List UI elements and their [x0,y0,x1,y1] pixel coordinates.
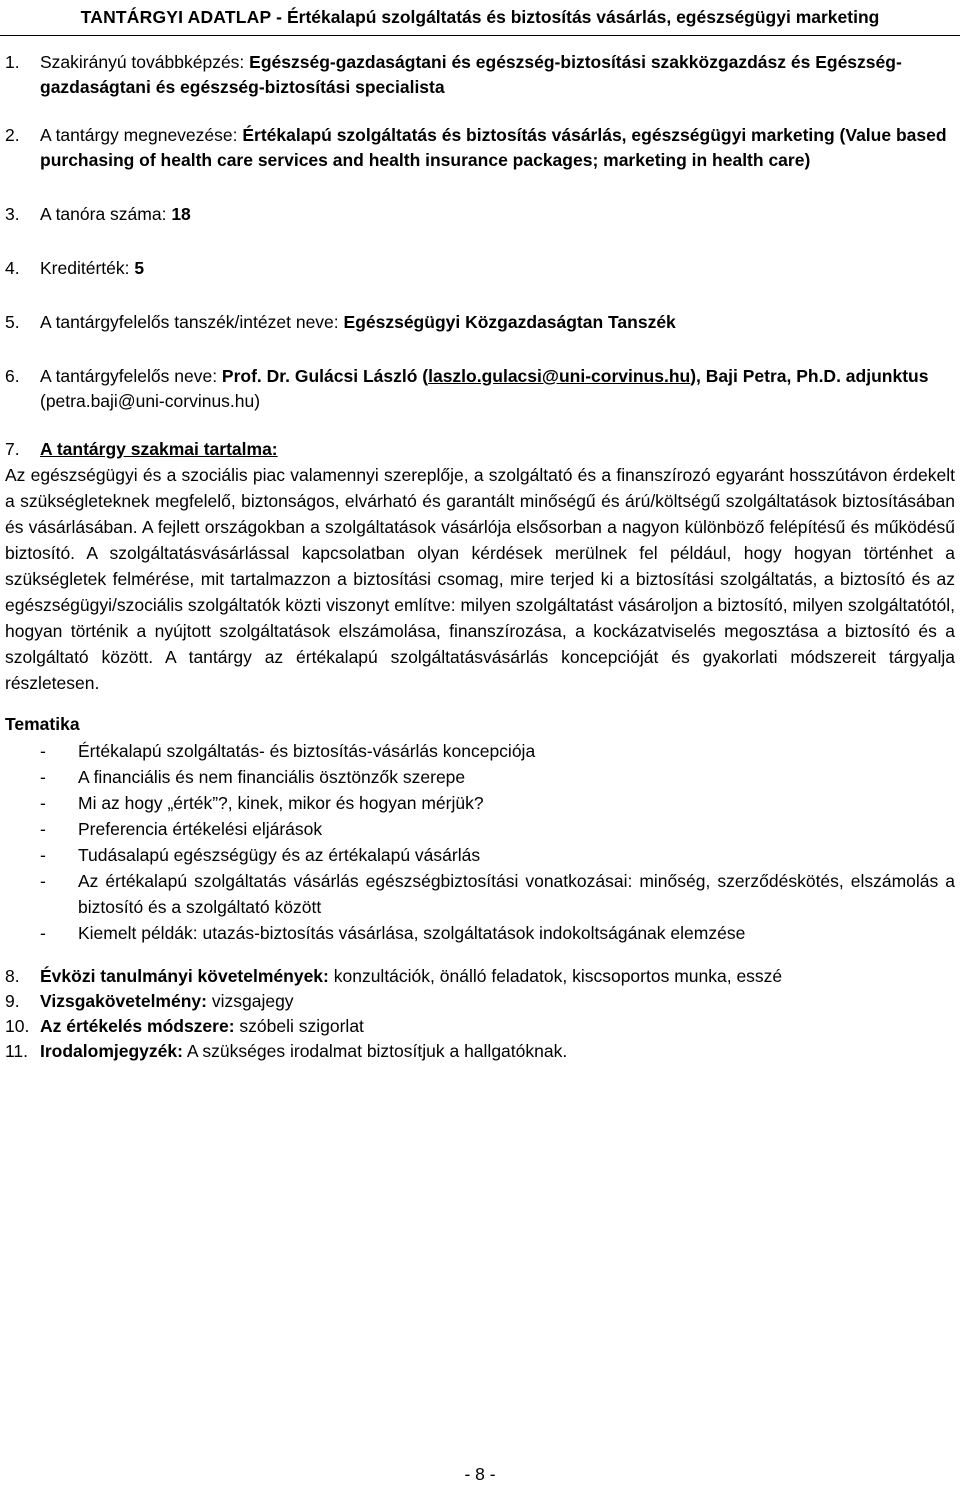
responsible-name-2: ), Baji Petra, Ph.D. adjunktus [690,366,929,386]
item-value: Egészségügyi Közgazdaságtan Tanszék [343,312,676,332]
dash-bullet: - [40,793,46,813]
item-label: Vizsgakövetelmény: [40,991,207,1011]
item-value: konzultációk, önálló feladatok, kiscsoportos munka, esszé [328,966,783,986]
tematika-title: Tematika [5,714,80,734]
page-header [0,0,960,36]
item-number: 5. [5,312,20,332]
item-11 [0,1039,960,1064]
item-number: 1. [5,52,20,72]
item-label: A tantárgyfelelős tanszék/intézet neve: [40,312,344,332]
item-value: vizsgajegy [206,991,294,1011]
item-8 [0,964,960,989]
item-value: 18 [171,204,191,224]
document-body [0,50,960,1064]
item-value: 5 [134,258,145,278]
item-number: 8. [5,966,20,986]
item-3 [0,202,960,227]
item-number: 4. [5,258,20,278]
item-5 [0,310,960,335]
item-number: 2. [5,125,20,145]
item-number: 11. [5,1041,29,1061]
responsible-name-1: Prof. Dr. Gulácsi László ( [221,366,429,386]
dash-bullet: - [40,741,46,761]
item-number: 7. [5,439,20,459]
email-link-1[interactable]: laszlo.gulacsi@uni-corvinus.hu [428,366,691,386]
item-number: 3. [5,204,20,224]
item-4 [0,256,960,281]
list-item: - Tudásalapú egészségügy és az értékalapú vásárlás [0,842,955,868]
item-label: A tantárgy megnevezése: [40,125,243,145]
item-label: Szakirányú továbbképzés: [40,52,250,72]
list-item: - Mi az hogy „érték”?, kinek, mikor és hogyan mérjük? [0,790,955,816]
item-label: A tantárgyfelelős neve: [40,366,222,386]
item-value: szóbeli szigorlat [234,1016,364,1036]
item-1 [0,50,960,100]
list-item: - Értékalapú szolgáltatás- és biztosítás-vásárlás koncepciója [0,738,955,764]
dash-bullet: - [40,871,46,891]
list-item: - Preferencia értékelési eljárások [0,816,955,842]
item-label: Irodalomjegyzék: [40,1041,183,1061]
item-10 [0,1014,960,1039]
item-number: 9. [5,991,20,1011]
dash-bullet: - [40,923,46,943]
item-label: Évközi tanulmányi követelmények: [40,966,329,986]
item-label: Az értékelés módszere: [40,1016,235,1036]
tematika-list [0,738,955,946]
item-7 [0,437,960,462]
item-6 [0,364,960,414]
requirements-section [0,964,960,1064]
item-number: 6. [5,366,20,386]
dash-bullet: - [40,845,46,865]
item-label: A tanóra száma: [40,204,172,224]
page-number: - 8 - [464,1464,496,1484]
item-label: Kreditérték: [40,258,135,278]
item-value: A szükséges irodalmat biztosítjuk a hallgatóknak. [182,1041,568,1061]
item-number: 10. [5,1016,30,1036]
header-prefix: TANTÁRGYI ADATLAP - [80,7,283,27]
item-value: Egészség-gazdaságtani és egészség-biztosítási szakközgazdász és Egészség-gazdaságtani és egészség-biztosítási specialista [40,52,902,97]
header-title: Értékalapú szolgáltatás és biztosítás vásárlás, egészségügyi marketing [287,7,880,27]
dash-bullet: - [40,767,46,787]
content-paragraph: Az egészségügyi és a szociális piac valamennyi szereplője, a szolgáltató és a finanszírozó egyaránt hosszútávon érdekelt a szükségleteknek megfelelő, biztonságos, elvárható és garantált minőségű és árú/költségű szolgáltatások biztosításában és vásárlásában. A fejlett országokban a szolgáltatások vásárlója elsősorban a nagyon különböző felépítésű és működésű biztosító. A szolgáltatásvásárlással kapcsolatban olyan kérdések merülnek fel például, hogy hogyan történhet a szükségletek felmérése, mit tartalmazzon a biztosítási csomag, mire terjed ki a biztosítási szolgáltatás, a biztosító és az egészségügyi/szociális szolgáltatók közti viszonyt említve: milyen szolgáltatást vásároljon a biztosító, milyen szolgáltatótól, hogyan történik a nyújtott szolgáltatások elszámolása, finanszírozása, a kockázatviselés megosztása a biztosító és a szolgáltató között. A tantárgy az értékalapú szolgáltatásvásárlás koncepcióját és gyakorlati módszereit tárgyalja részletesen. [5,465,955,693]
list-item: - A financiális és nem financiális ösztönzők szerepe [0,764,955,790]
dash-bullet: - [40,819,46,839]
email-text-2: (petra.baji@uni-corvinus.hu) [40,391,261,411]
list-item: - Kiemelt példák: utazás-biztosítás vásárlása, szolgáltatások indokoltságának elemzése [0,920,955,946]
item-9 [0,989,960,1014]
item-2 [0,123,960,173]
item-value: Értékalapú szolgáltatás és biztosítás vásárlás, egészségügyi marketing (Value based purchasing of health care services and health insurance packages; marketing in health care) [40,125,947,170]
item-label: A tantárgy szakmai tartalma: [40,439,278,459]
list-item: - Az értékalapú szolgáltatás vásárlás egészségbiztosítási vonatkozásai: minőség, szerződéskötés, elszámolás a biztosító és a szolgáltató között [0,868,955,920]
